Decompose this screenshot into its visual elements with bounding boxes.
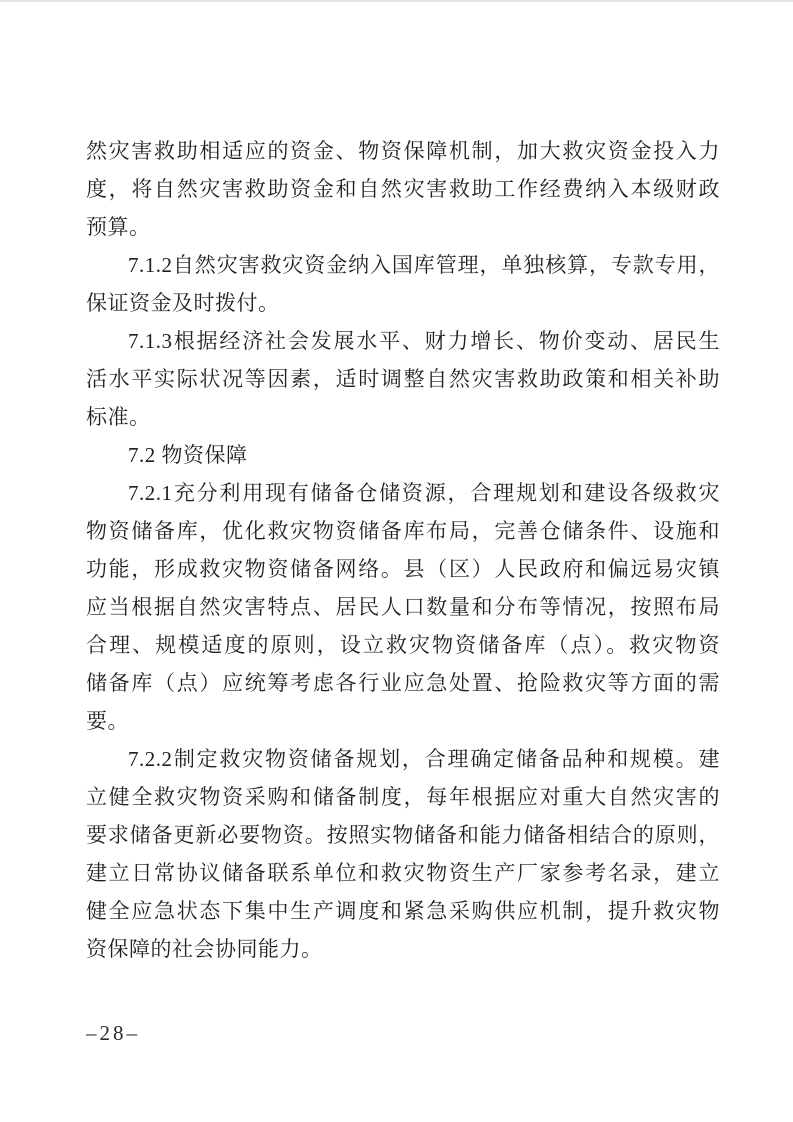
page-number: –28–	[86, 1021, 140, 1045]
text-line: 要求储备更新必要物资。按照实物储备和能力储备相结合的原则，	[86, 823, 720, 847]
paragraph-7-1-3	[86, 322, 720, 436]
scan-edge-line	[0, 0, 793, 2]
text-line: 7.2.1充分利用现有储备仓储资源，合理规划和建设各级救灾	[128, 481, 720, 505]
text-line: 物资储备库，优化救灾物资储备库布局，完善仓储条件、设施和	[86, 519, 720, 543]
text-line: 健全应急状态下集中生产调度和紧急采购供应机制，提升救灾物	[86, 899, 720, 923]
text-line: 7.1.2自然灾害救灾资金纳入国库管理，单独核算，专款专用，	[128, 253, 720, 277]
text-line: 合理、规模适度的原则，设立救灾物资储备库（点）。救灾物资	[86, 633, 720, 657]
text-line: 标准。	[86, 405, 151, 429]
text-line: 活水平实际状况等因素，适时调整自然灾害救助政策和相关补助	[86, 367, 720, 391]
paragraph-7-1-2	[86, 246, 720, 322]
text-line: 功能，形成救灾物资储备网络。县（区）人民政府和偏远易灾镇	[86, 557, 720, 581]
paragraph-7-2-2	[86, 740, 720, 968]
paragraph	[86, 132, 720, 246]
section-heading-line: 7.2 物资保障	[128, 443, 248, 467]
section-heading-7-2	[86, 436, 720, 474]
text-line: 然灾害救助相适应的资金、物资保障机制，加大救灾资金投入力	[86, 139, 720, 163]
text-line: 预算。	[86, 215, 151, 239]
text-line: 7.1.3根据经济社会发展水平、财力增长、物价变动、居民生	[128, 329, 720, 353]
document-body-text	[86, 132, 720, 968]
paragraph-7-2-1	[86, 474, 720, 740]
text-line: 7.2.2制定救灾物资储备规划，合理确定储备品种和规模。建	[128, 747, 720, 771]
text-line: 度，将自然灾害救助资金和自然灾害救助工作经费纳入本级财政	[86, 177, 720, 201]
text-line: 立健全救灾物资采购和储备制度，每年根据应对重大自然灾害的	[86, 785, 720, 809]
text-line: 应当根据自然灾害特点、居民人口数量和分布等情况，按照布局	[86, 595, 720, 619]
text-line: 资保障的社会协同能力。	[86, 937, 323, 961]
text-line: 储备库（点）应统筹考虑各行业应急处置、抢险救灾等方面的需	[86, 671, 720, 695]
text-line: 建立日常协议储备联系单位和救灾物资生产厂家参考名录，建立	[86, 861, 720, 885]
text-line: 保证资金及时拨付。	[86, 291, 280, 315]
text-line: 要。	[86, 709, 129, 733]
